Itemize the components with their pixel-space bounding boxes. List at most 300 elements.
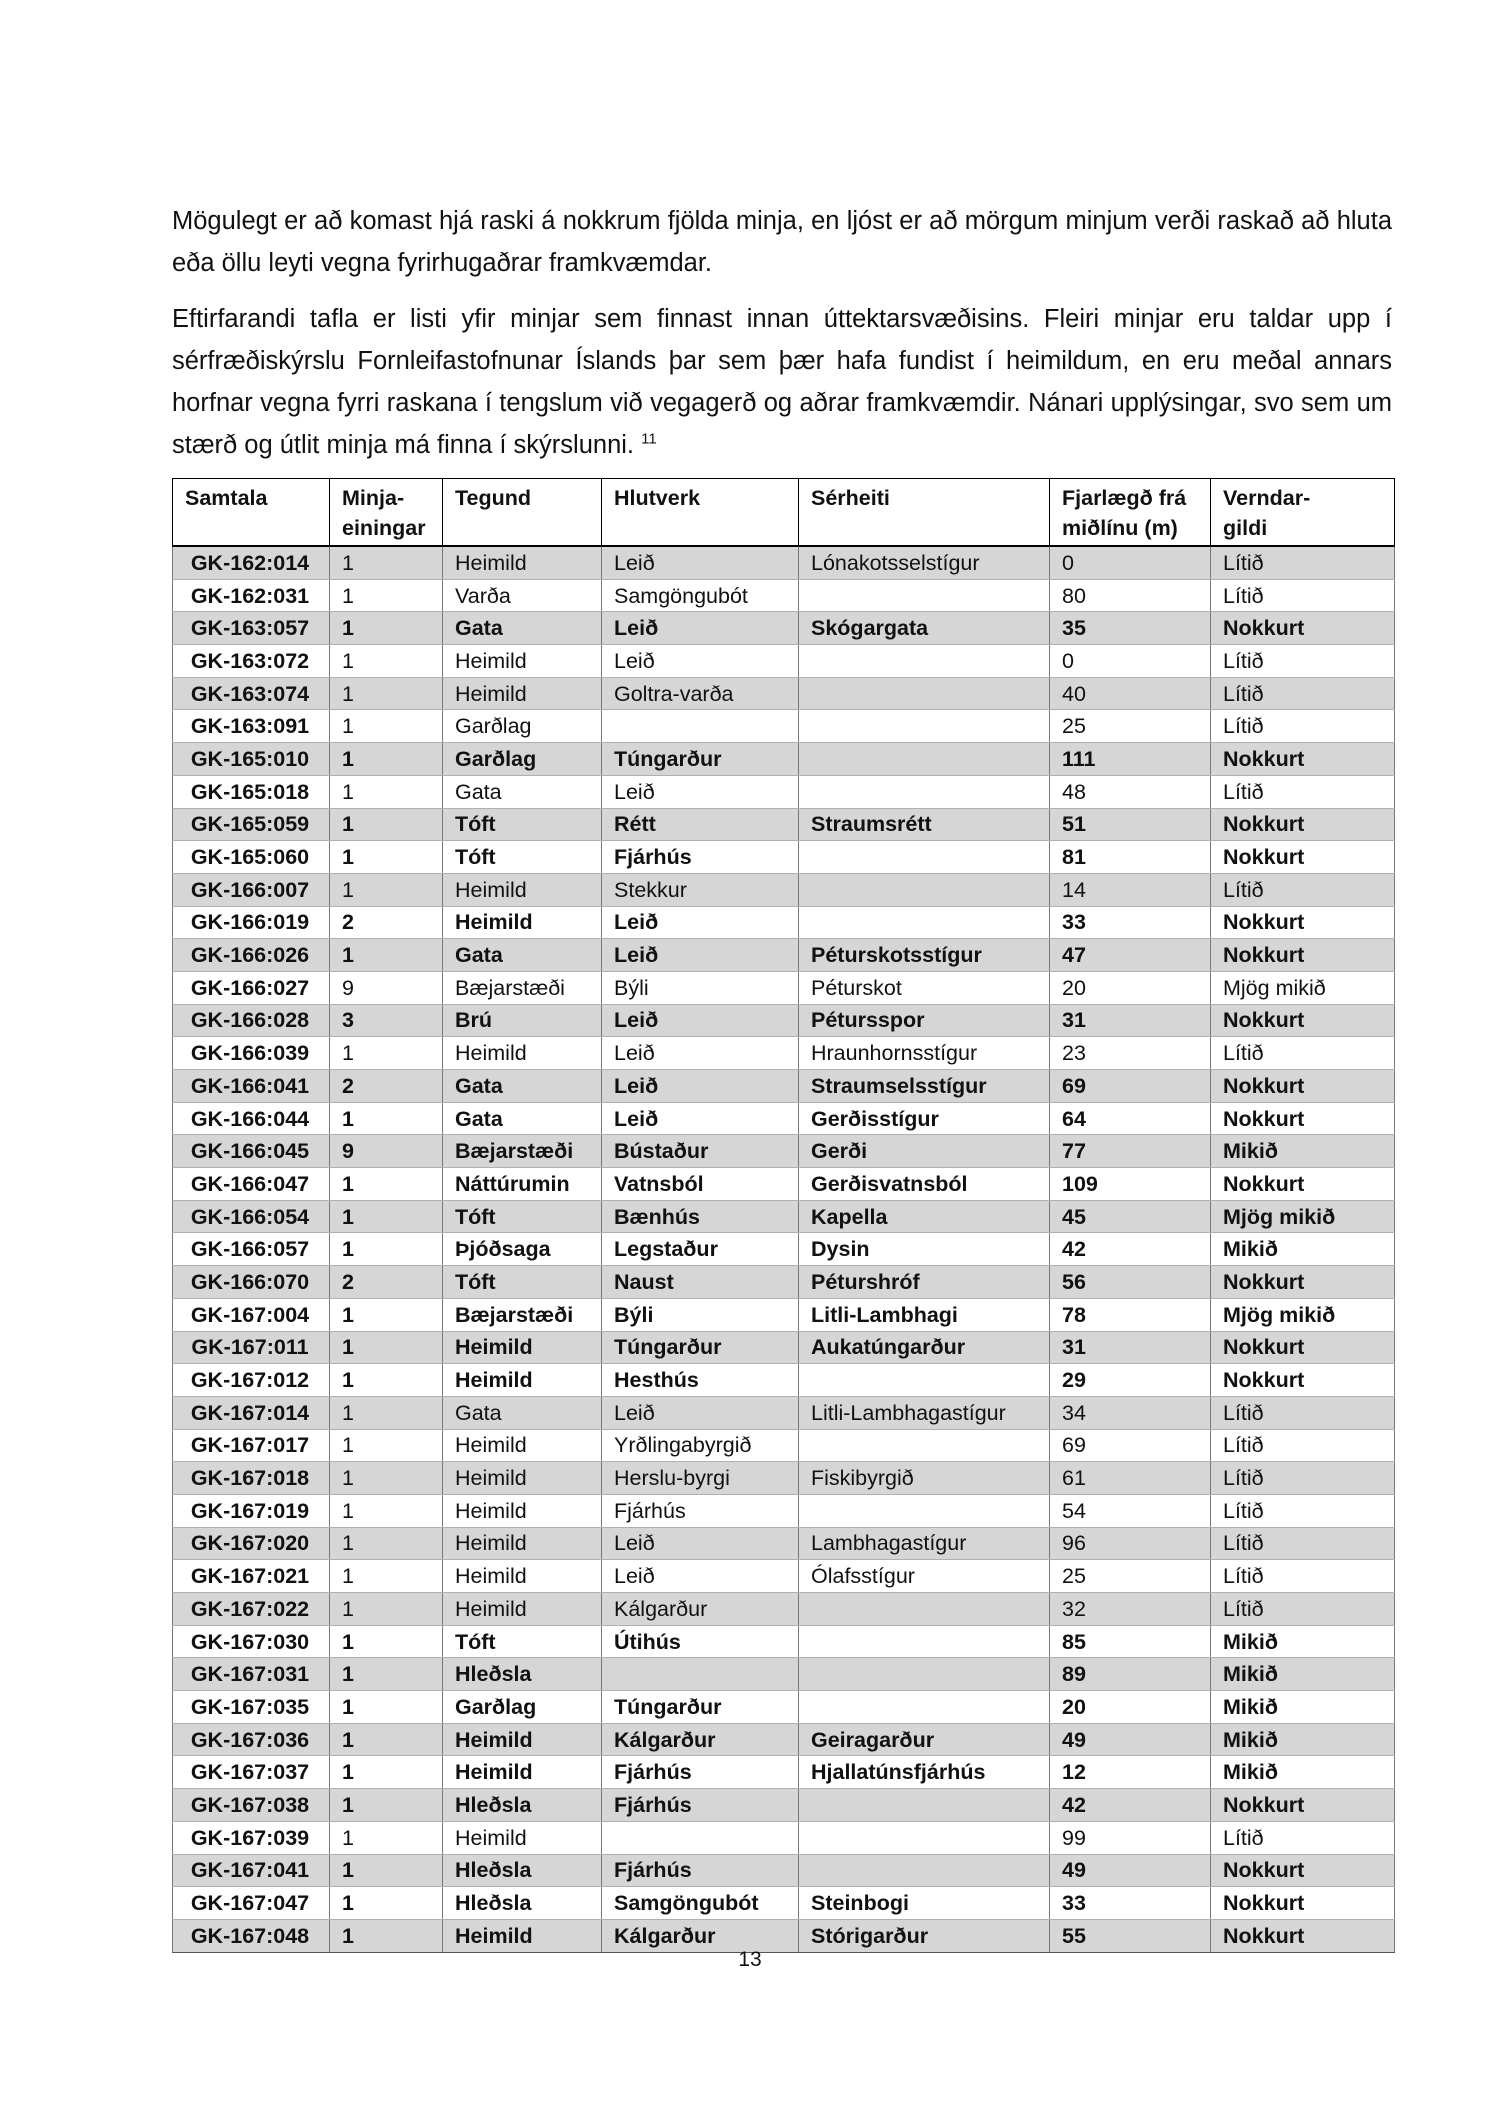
table-row (173, 1625, 1395, 1658)
cell-distance: 109 (1050, 1168, 1211, 1201)
cell-type: Heimild (443, 1364, 602, 1397)
cell-distance: 78 (1050, 1298, 1211, 1331)
cell-function: Leið (602, 1004, 799, 1037)
table-row (173, 546, 1395, 579)
cell-id: GK-166:019 (173, 906, 330, 939)
table-header-row (173, 479, 1395, 547)
table-row (173, 873, 1395, 906)
cell-name (799, 743, 1050, 776)
table-row (173, 1527, 1395, 1560)
cell-function: Túngarður (602, 1331, 799, 1364)
table-row (173, 1102, 1395, 1135)
table-row (173, 1200, 1395, 1233)
cell-value: Nokkurt (1211, 939, 1395, 972)
cell-name (799, 873, 1050, 906)
table-row (173, 743, 1395, 776)
cell-id: GK-167:019 (173, 1494, 330, 1527)
cell-units: 1 (330, 612, 443, 645)
cell-value: Mikið (1211, 1691, 1395, 1724)
cell-value: Lítið (1211, 677, 1395, 710)
cell-type: Heimild (443, 1037, 602, 1070)
cell-id: GK-167:030 (173, 1625, 330, 1658)
cell-function: Leið (602, 939, 799, 972)
table-row (173, 906, 1395, 939)
cell-id: GK-162:031 (173, 579, 330, 612)
cell-distance: 25 (1050, 1560, 1211, 1593)
column-header-distance: Fjarlægð frá miðlínu (m) (1050, 479, 1211, 547)
cell-id: GK-166:044 (173, 1102, 330, 1135)
cell-distance: 69 (1050, 1429, 1211, 1462)
cell-id: GK-167:004 (173, 1298, 330, 1331)
cell-type: Gata (443, 1070, 602, 1103)
cell-distance: 49 (1050, 1723, 1211, 1756)
cell-name: Kapella (799, 1200, 1050, 1233)
cell-distance: 0 (1050, 645, 1211, 678)
cell-distance: 20 (1050, 971, 1211, 1004)
cell-distance: 23 (1050, 1037, 1211, 1070)
cell-value: Lítið (1211, 710, 1395, 743)
cell-units: 1 (330, 710, 443, 743)
table-row (173, 1037, 1395, 1070)
cell-id: GK-167:036 (173, 1723, 330, 1756)
cell-name: Steinbogi (799, 1887, 1050, 1920)
page-content (172, 200, 1392, 1953)
cell-id: GK-165:060 (173, 841, 330, 874)
column-header-value: Verndar- gildi (1211, 479, 1395, 547)
cell-value: Nokkurt (1211, 1919, 1395, 1952)
cell-name: Gerðisvatnsból (799, 1168, 1050, 1201)
cell-type: Heimild (443, 1494, 602, 1527)
footnote-ref: 11 (641, 430, 657, 448)
cell-type: Heimild (443, 906, 602, 939)
cell-name (799, 1593, 1050, 1626)
column-header-id: Samtala (173, 479, 330, 547)
cell-value: Nokkurt (1211, 808, 1395, 841)
cell-name: Skógargata (799, 612, 1050, 645)
cell-value: Lítið (1211, 1527, 1395, 1560)
cell-units: 1 (330, 1625, 443, 1658)
cell-function: Kálgarður (602, 1723, 799, 1756)
table-row (173, 1364, 1395, 1397)
cell-function: Túngarður (602, 743, 799, 776)
cell-units: 1 (330, 841, 443, 874)
cell-id: GK-166:027 (173, 971, 330, 1004)
cell-type: Tóft (443, 1200, 602, 1233)
cell-type: Heimild (443, 1919, 602, 1952)
cell-type: Heimild (443, 677, 602, 710)
cell-type: Heimild (443, 1821, 602, 1854)
cell-units: 1 (330, 1527, 443, 1560)
heritage-sites-table (172, 478, 1395, 1953)
cell-name: Gerðisstígur (799, 1102, 1050, 1135)
cell-units: 1 (330, 808, 443, 841)
cell-units: 1 (330, 645, 443, 678)
cell-id: GK-167:018 (173, 1462, 330, 1495)
cell-name: Straumsrétt (799, 808, 1050, 841)
cell-type: Garðlag (443, 743, 602, 776)
cell-name: Straumselsstígur (799, 1070, 1050, 1103)
cell-name: Geiragarður (799, 1723, 1050, 1756)
cell-type: Heimild (443, 1593, 602, 1626)
cell-function: Leið (602, 612, 799, 645)
cell-function: Fjárhús (602, 1756, 799, 1789)
cell-function: Herslu-byrgi (602, 1462, 799, 1495)
cell-name: Aukatúngarður (799, 1331, 1050, 1364)
cell-name: Ólafsstígur (799, 1560, 1050, 1593)
cell-distance: 48 (1050, 775, 1211, 808)
cell-function: Leið (602, 1560, 799, 1593)
cell-value: Lítið (1211, 1560, 1395, 1593)
cell-units: 2 (330, 1266, 443, 1299)
cell-units: 1 (330, 1429, 443, 1462)
cell-distance: 77 (1050, 1135, 1211, 1168)
cell-id: GK-167:014 (173, 1396, 330, 1429)
cell-units: 1 (330, 1462, 443, 1495)
table-row (173, 1658, 1395, 1691)
cell-type: Bæjarstæði (443, 1298, 602, 1331)
cell-function: Bústaður (602, 1135, 799, 1168)
cell-id: GK-166:026 (173, 939, 330, 972)
page-number: 13 (738, 1948, 762, 1971)
cell-value: Nokkurt (1211, 1004, 1395, 1037)
table-row (173, 841, 1395, 874)
cell-units: 1 (330, 743, 443, 776)
table-row (173, 1004, 1395, 1037)
cell-value: Nokkurt (1211, 906, 1395, 939)
cell-function: Naust (602, 1266, 799, 1299)
table-row (173, 645, 1395, 678)
cell-value: Lítið (1211, 1429, 1395, 1462)
cell-name (799, 1364, 1050, 1397)
cell-name (799, 710, 1050, 743)
cell-function: Leið (602, 1070, 799, 1103)
cell-id: GK-166:007 (173, 873, 330, 906)
cell-distance: 85 (1050, 1625, 1211, 1658)
cell-units: 1 (330, 1887, 443, 1920)
table-description-paragraph (172, 298, 1392, 466)
cell-type: Tóft (443, 1266, 602, 1299)
table-row (173, 1789, 1395, 1822)
cell-distance: 35 (1050, 612, 1211, 645)
cell-value: Lítið (1211, 645, 1395, 678)
table-row (173, 1854, 1395, 1887)
cell-distance: 25 (1050, 710, 1211, 743)
cell-name: Dysin (799, 1233, 1050, 1266)
cell-name: Litli-Lambhagastígur (799, 1396, 1050, 1429)
cell-id: GK-163:057 (173, 612, 330, 645)
cell-function: Leið (602, 546, 799, 579)
cell-type: Hleðsla (443, 1658, 602, 1691)
cell-units: 1 (330, 1200, 443, 1233)
cell-distance: 99 (1050, 1821, 1211, 1854)
cell-function: Rétt (602, 808, 799, 841)
cell-id: GK-167:039 (173, 1821, 330, 1854)
cell-type: Gata (443, 775, 602, 808)
cell-type: Þjóðsaga (443, 1233, 602, 1266)
cell-units: 1 (330, 1854, 443, 1887)
cell-value: Nokkurt (1211, 743, 1395, 776)
cell-value: Nokkurt (1211, 1266, 1395, 1299)
cell-id: GK-166:039 (173, 1037, 330, 1070)
table-row (173, 971, 1395, 1004)
cell-function (602, 1821, 799, 1854)
cell-name (799, 677, 1050, 710)
cell-id: GK-167:037 (173, 1756, 330, 1789)
cell-function: Kálgarður (602, 1919, 799, 1952)
cell-function (602, 1658, 799, 1691)
cell-type: Garðlag (443, 1691, 602, 1724)
cell-distance: 81 (1050, 841, 1211, 874)
cell-distance: 32 (1050, 1593, 1211, 1626)
table-row (173, 710, 1395, 743)
table-row (173, 1494, 1395, 1527)
cell-units: 9 (330, 1135, 443, 1168)
cell-distance: 33 (1050, 1887, 1211, 1920)
cell-function: Leið (602, 906, 799, 939)
cell-id: GK-163:074 (173, 677, 330, 710)
cell-id: GK-166:041 (173, 1070, 330, 1103)
intro-paragraph: Mögulegt er að komast hjá raski á nokkrum fjölda minja, en ljóst er að mörgum minjum verði raskað að hluta eða öllu leyti vegna fyrirhugaðrar framkvæmdar. (172, 207, 1392, 277)
table-row (173, 1396, 1395, 1429)
cell-value: Nokkurt (1211, 1102, 1395, 1135)
cell-id: GK-167:048 (173, 1919, 330, 1952)
cell-name: Gerði (799, 1135, 1050, 1168)
cell-distance: 31 (1050, 1004, 1211, 1037)
cell-name (799, 1854, 1050, 1887)
table-row (173, 1233, 1395, 1266)
cell-value: Lítið (1211, 1462, 1395, 1495)
cell-type: Tóft (443, 1625, 602, 1658)
cell-type: Heimild (443, 1429, 602, 1462)
cell-distance: 40 (1050, 677, 1211, 710)
column-header-name: Sérheiti (799, 479, 1050, 547)
cell-function: Túngarður (602, 1691, 799, 1724)
cell-id: GK-167:047 (173, 1887, 330, 1920)
cell-id: GK-166:028 (173, 1004, 330, 1037)
table-row (173, 579, 1395, 612)
cell-function: Stekkur (602, 873, 799, 906)
cell-value: Mjög mikið (1211, 1200, 1395, 1233)
cell-id: GK-166:047 (173, 1168, 330, 1201)
cell-value: Lítið (1211, 1821, 1395, 1854)
table-row (173, 612, 1395, 645)
cell-id: GK-165:059 (173, 808, 330, 841)
cell-name (799, 1625, 1050, 1658)
table-row (173, 775, 1395, 808)
cell-distance: 69 (1050, 1070, 1211, 1103)
cell-type: Hleðsla (443, 1789, 602, 1822)
cell-function: Samgöngubót (602, 579, 799, 612)
cell-function: Fjárhús (602, 1789, 799, 1822)
cell-type: Heimild (443, 1723, 602, 1756)
cell-units: 1 (330, 939, 443, 972)
cell-type: Bæjarstæði (443, 971, 602, 1004)
table-row (173, 1560, 1395, 1593)
cell-function: Kálgarður (602, 1593, 799, 1626)
table-row (173, 677, 1395, 710)
table-row (173, 1168, 1395, 1201)
cell-value: Mikið (1211, 1135, 1395, 1168)
cell-value: Nokkurt (1211, 1887, 1395, 1920)
cell-id: GK-167:022 (173, 1593, 330, 1626)
cell-distance: 45 (1050, 1200, 1211, 1233)
cell-id: GK-167:031 (173, 1658, 330, 1691)
cell-name: Litli-Lambhagi (799, 1298, 1050, 1331)
cell-function: Bænhús (602, 1200, 799, 1233)
cell-function: Býli (602, 971, 799, 1004)
cell-value: Lítið (1211, 1037, 1395, 1070)
cell-id: GK-167:038 (173, 1789, 330, 1822)
cell-distance: 42 (1050, 1789, 1211, 1822)
cell-function: Leið (602, 1396, 799, 1429)
cell-distance: 61 (1050, 1462, 1211, 1495)
cell-name (799, 1789, 1050, 1822)
table-row (173, 1756, 1395, 1789)
cell-type: Hleðsla (443, 1887, 602, 1920)
cell-distance: 111 (1050, 743, 1211, 776)
cell-function: Fjárhús (602, 1494, 799, 1527)
cell-units: 1 (330, 1233, 443, 1266)
cell-function (602, 710, 799, 743)
cell-type: Tóft (443, 808, 602, 841)
table-row (173, 1266, 1395, 1299)
cell-value: Lítið (1211, 1593, 1395, 1626)
cell-name (799, 906, 1050, 939)
cell-distance: 64 (1050, 1102, 1211, 1135)
cell-type: Varða (443, 579, 602, 612)
cell-type: Brú (443, 1004, 602, 1037)
cell-function: Leið (602, 645, 799, 678)
cell-function: Útihús (602, 1625, 799, 1658)
cell-value: Nokkurt (1211, 1364, 1395, 1397)
cell-value: Lítið (1211, 1396, 1395, 1429)
table-row (173, 808, 1395, 841)
cell-type: Gata (443, 1396, 602, 1429)
cell-units: 1 (330, 1756, 443, 1789)
cell-value: Mikið (1211, 1723, 1395, 1756)
cell-units: 1 (330, 546, 443, 579)
cell-value: Lítið (1211, 579, 1395, 612)
cell-type: Bæjarstæði (443, 1135, 602, 1168)
table-row (173, 1887, 1395, 1920)
cell-name: Péturskot (799, 971, 1050, 1004)
cell-function: Leið (602, 1527, 799, 1560)
cell-units: 1 (330, 579, 443, 612)
cell-type: Tóft (443, 841, 602, 874)
cell-id: GK-167:021 (173, 1560, 330, 1593)
cell-distance: 12 (1050, 1756, 1211, 1789)
cell-distance: 49 (1050, 1854, 1211, 1887)
cell-units: 1 (330, 1102, 443, 1135)
cell-distance: 96 (1050, 1527, 1211, 1560)
cell-id: GK-167:017 (173, 1429, 330, 1462)
cell-value: Mikið (1211, 1658, 1395, 1691)
cell-distance: 14 (1050, 873, 1211, 906)
cell-type: Gata (443, 939, 602, 972)
cell-function: Yrðlingabyrgið (602, 1429, 799, 1462)
cell-type: Heimild (443, 873, 602, 906)
cell-value: Nokkurt (1211, 1789, 1395, 1822)
cell-name (799, 1494, 1050, 1527)
column-header-type: Tegund (443, 479, 602, 547)
cell-type: Heimild (443, 1331, 602, 1364)
table-row (173, 1821, 1395, 1854)
cell-id: GK-163:072 (173, 645, 330, 678)
table-description-text: Eftirfarandi tafla er listi yfir minjar sem finnast innan úttektarsvæðisins. Fleiri minjar eru taldar upp í sérfræðiskýrslu Fornleifastofnunar Íslands þar sem þær hafa fundist í heimildum, en eru meðal annars horfnar vegna fyrri raskana í tengslum við vegagerð og aðrar framkvæmdir. Nánari upplýsingar, svo sem um stærð og útlit minja má finna í skýrslunni. (172, 305, 1392, 459)
cell-name (799, 1658, 1050, 1691)
cell-units: 3 (330, 1004, 443, 1037)
cell-function: Leið (602, 1102, 799, 1135)
cell-name: Stórigarður (799, 1919, 1050, 1952)
table-row (173, 939, 1395, 972)
cell-name: Lambhagastígur (799, 1527, 1050, 1560)
cell-units: 1 (330, 1168, 443, 1201)
cell-distance: 20 (1050, 1691, 1211, 1724)
cell-distance: 42 (1050, 1233, 1211, 1266)
cell-type: Gata (443, 612, 602, 645)
cell-value: Mjög mikið (1211, 971, 1395, 1004)
table-row (173, 1331, 1395, 1364)
cell-id: GK-163:091 (173, 710, 330, 743)
table-row (173, 1070, 1395, 1103)
cell-name: Péturshróf (799, 1266, 1050, 1299)
cell-distance: 56 (1050, 1266, 1211, 1299)
cell-value: Mikið (1211, 1625, 1395, 1658)
cell-name: Fiskibyrgið (799, 1462, 1050, 1495)
table-row (173, 1723, 1395, 1756)
table-body (173, 546, 1395, 1952)
table-row (173, 1462, 1395, 1495)
cell-value: Lítið (1211, 1494, 1395, 1527)
cell-type: Garðlag (443, 710, 602, 743)
cell-units: 1 (330, 1919, 443, 1952)
cell-value: Lítið (1211, 775, 1395, 808)
table-row (173, 1135, 1395, 1168)
cell-distance: 54 (1050, 1494, 1211, 1527)
cell-type: Heimild (443, 645, 602, 678)
cell-units: 1 (330, 1723, 443, 1756)
cell-units: 1 (330, 1037, 443, 1070)
cell-name: Pétursspor (799, 1004, 1050, 1037)
cell-function: Leið (602, 775, 799, 808)
cell-units: 1 (330, 677, 443, 710)
cell-units: 1 (330, 1658, 443, 1691)
column-header-units: Minja- einingar (330, 479, 443, 547)
cell-units: 1 (330, 1364, 443, 1397)
cell-function: Samgöngubót (602, 1887, 799, 1920)
cell-id: GK-167:041 (173, 1854, 330, 1887)
cell-name: Péturskotsstígur (799, 939, 1050, 972)
cell-type: Heimild (443, 1756, 602, 1789)
cell-distance: 33 (1050, 906, 1211, 939)
cell-name (799, 1429, 1050, 1462)
cell-units: 1 (330, 1331, 443, 1364)
table-row (173, 1593, 1395, 1626)
cell-value: Nokkurt (1211, 1070, 1395, 1103)
cell-distance: 89 (1050, 1658, 1211, 1691)
cell-id: GK-166:054 (173, 1200, 330, 1233)
cell-function: Hesthús (602, 1364, 799, 1397)
cell-distance: 31 (1050, 1331, 1211, 1364)
cell-units: 1 (330, 1560, 443, 1593)
cell-units: 1 (330, 1821, 443, 1854)
cell-value: Nokkurt (1211, 1331, 1395, 1364)
cell-units: 1 (330, 1494, 443, 1527)
cell-type: Heimild (443, 1527, 602, 1560)
cell-value: Lítið (1211, 873, 1395, 906)
cell-type: Náttúrumin (443, 1168, 602, 1201)
cell-distance: 0 (1050, 546, 1211, 579)
